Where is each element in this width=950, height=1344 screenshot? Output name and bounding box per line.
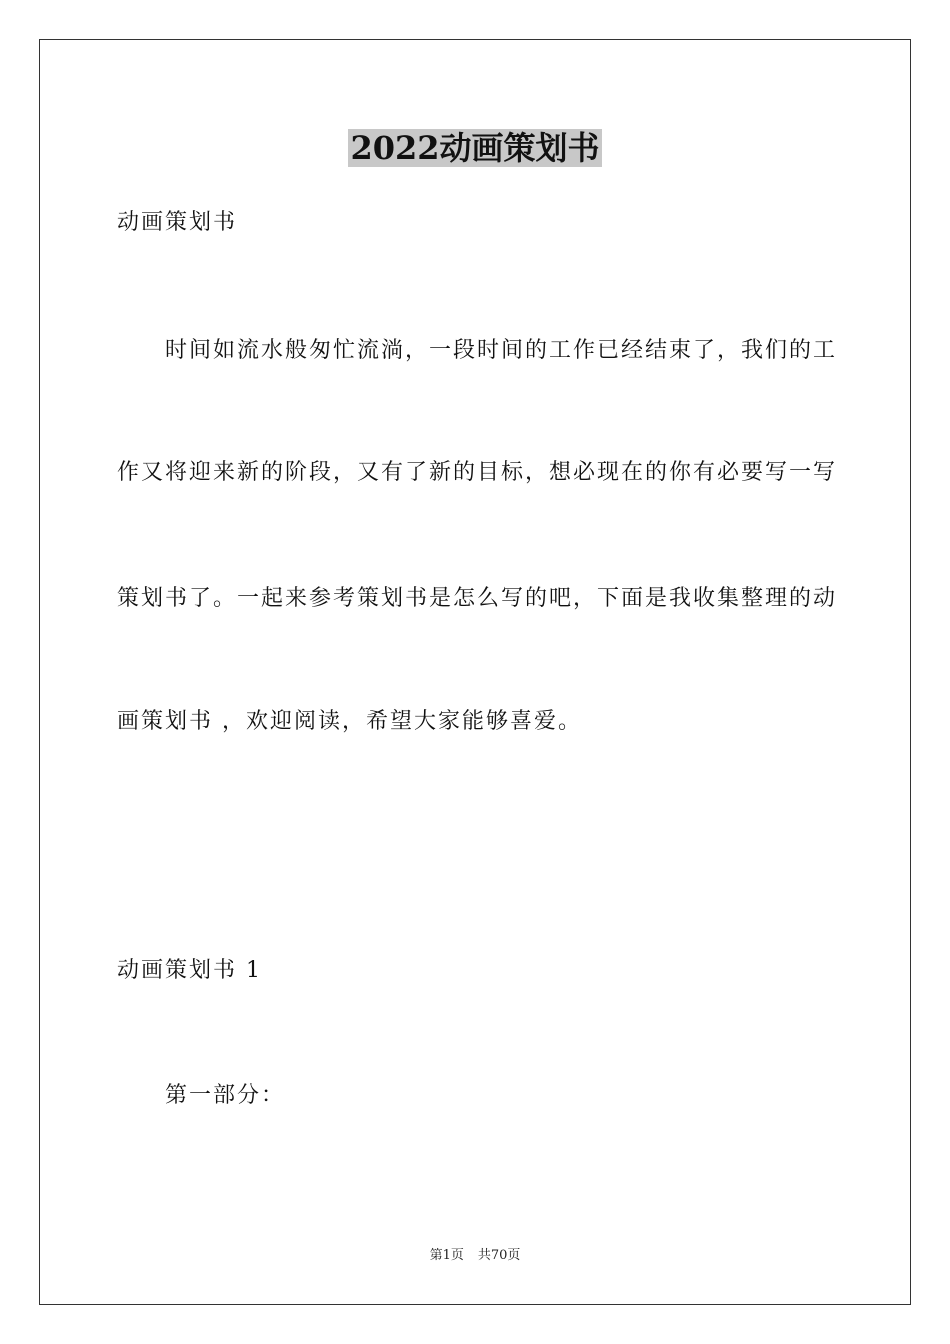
page-footer xyxy=(0,1247,950,1265)
document-title-text: 2022动画策划书 xyxy=(350,129,600,167)
part-heading: 第一部分： xyxy=(165,1083,286,1108)
document-subtitle: 动画策划书 xyxy=(117,210,238,235)
intro-paragraph-line-2: 作又将迎来新的阶段，又有了新的目标，想必现在的你有必要写一写 xyxy=(117,460,838,485)
document-title xyxy=(0,128,950,168)
intro-paragraph-line-4: 画策划书 ，欢迎阅读，希望大家能够喜爱。 xyxy=(117,709,582,734)
intro-paragraph-line-1: 时间如流水般匆忙流淌，一段时间的工作已经结束了，我们的工 xyxy=(165,338,838,363)
page-total: 共70页 xyxy=(477,1248,521,1263)
intro-paragraph-line-3: 策划书了。一起来参考策划书是怎么写的吧，下面是我收集整理的动 xyxy=(117,586,838,611)
page-number: 第1页 xyxy=(429,1248,464,1263)
section-heading: 动画策划书 1 xyxy=(117,958,262,983)
